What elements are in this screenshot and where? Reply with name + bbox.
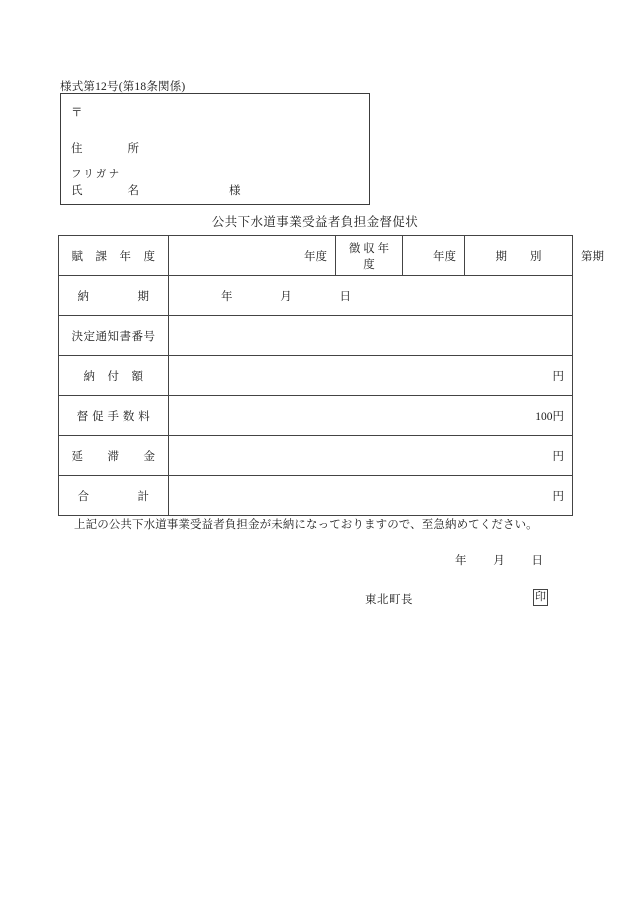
cell-payment-amount-label: 納 付 額: [59, 356, 169, 396]
cell-demand-fee-label: 督 促 手 数 料: [59, 396, 169, 436]
name-label-char-2: 名: [127, 185, 139, 197]
cell-term-label: 期 別: [465, 236, 573, 276]
table-row: [59, 396, 573, 436]
address-label-char-2: 所: [127, 143, 139, 155]
cell-decision-notice-number-value[interactable]: [169, 316, 573, 356]
signer-title: 東北町長: [365, 594, 413, 606]
cell-levy-year-label: 賦 課 年 度: [59, 236, 169, 276]
name-label: [71, 182, 139, 198]
cell-demand-fee-value[interactable]: 100円: [169, 396, 573, 436]
address-label-char-1: 住: [71, 143, 83, 155]
seal-icon: 印: [533, 589, 548, 606]
table-row: [59, 436, 573, 476]
addressee-box: [60, 93, 370, 205]
issue-date[interactable]: [455, 552, 543, 568]
due-date-month: 月: [280, 290, 292, 303]
issue-date-day: 日: [531, 555, 543, 567]
due-date-day: 日: [339, 290, 351, 303]
cell-collection-year-value[interactable]: 年度: [403, 236, 465, 276]
name-label-char-1: 氏: [71, 185, 83, 197]
address-label: [71, 140, 139, 156]
cell-total-label: 合 計: [59, 476, 169, 516]
payment-details-table: [58, 235, 604, 516]
cell-total-value[interactable]: 円: [169, 476, 573, 516]
cell-collection-year-label: 徴 収 年 度: [336, 236, 403, 276]
postal-code-symbol: 〒: [71, 107, 83, 119]
cell-due-date-value[interactable]: [169, 276, 573, 316]
cell-late-charge-value[interactable]: 円: [169, 436, 573, 476]
cell-late-charge-label: 延 滞 金: [59, 436, 169, 476]
notice-text: 上記の公共下水道事業受益者負担金が未納になっておりますので、至急納めてください。: [74, 519, 538, 531]
cell-payment-amount-value[interactable]: 円: [169, 356, 573, 396]
table-row: [59, 316, 573, 356]
furigana-label: フリガナ: [71, 169, 122, 180]
term-suffix: 期: [592, 250, 604, 263]
term-prefix: 第: [581, 250, 593, 263]
due-date-year: 年: [221, 290, 233, 303]
cell-levy-year-value[interactable]: 年度: [169, 236, 336, 276]
table-row: [59, 236, 573, 276]
cell-decision-notice-number-label: 決定通知書番号: [59, 316, 169, 356]
honorific-suffix: 様: [229, 185, 241, 197]
form-number: 様式第12号(第18条関係): [60, 81, 186, 93]
issue-date-month: 月: [493, 555, 505, 567]
table-row: [59, 276, 573, 316]
page-title: 公共下水道事業受益者負担金督促状: [211, 215, 419, 229]
table-row: [59, 356, 573, 396]
table-row: [59, 476, 573, 516]
cell-due-date-label: 納 期: [59, 276, 169, 316]
issue-date-year: 年: [455, 555, 467, 567]
